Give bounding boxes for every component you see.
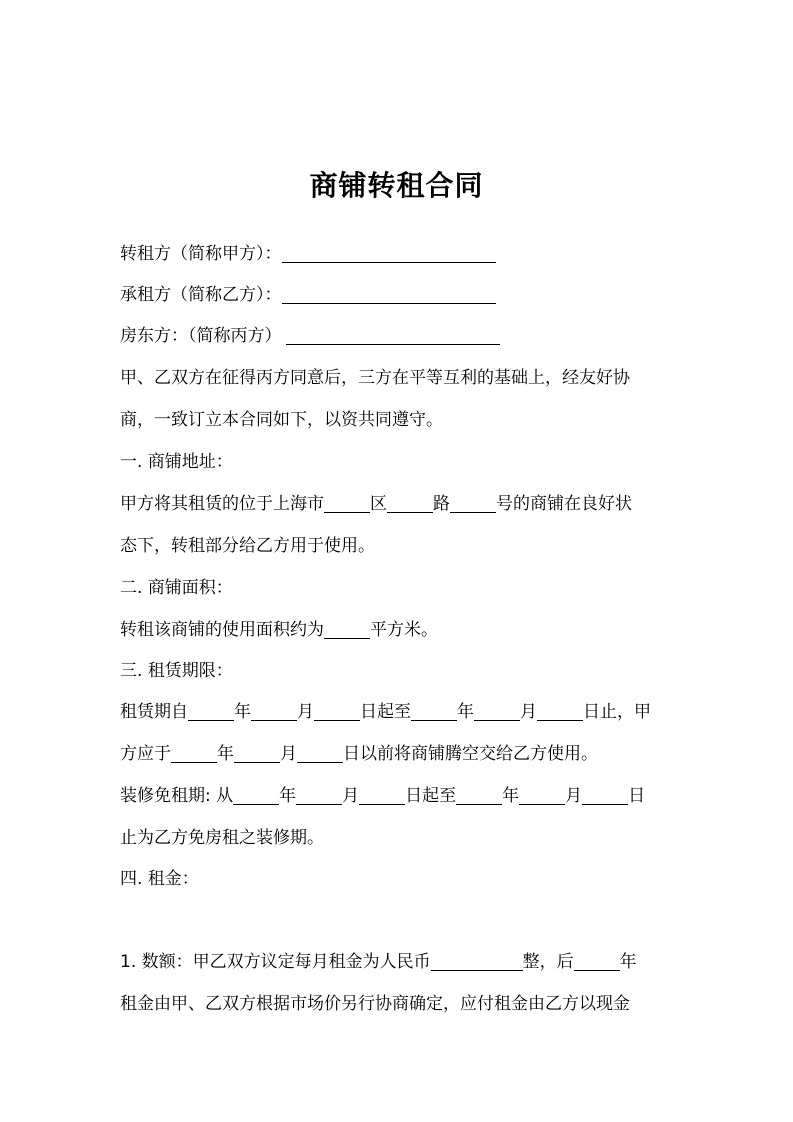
- handover-year-blank[interactable]: [171, 742, 217, 763]
- day-label: 日: [628, 786, 646, 806]
- renovation-line: [120, 780, 645, 812]
- section-3-title: 三. 租赁期限：: [120, 661, 233, 681]
- month-label: 月: [520, 702, 537, 722]
- road-label: 路: [433, 494, 450, 514]
- rent-amount-line: [120, 946, 637, 978]
- year-label: 年: [234, 702, 251, 722]
- reno-start-year-blank[interactable]: [233, 784, 279, 805]
- reno-end-year-blank[interactable]: [456, 784, 502, 805]
- landlord-label: 房东方：（简称丙方）: [120, 326, 282, 346]
- lessee-line: [120, 279, 496, 311]
- reno-end-month-blank[interactable]: [519, 784, 565, 805]
- section-4-title: 四. 租金：: [120, 869, 199, 889]
- handover-month-blank[interactable]: [234, 742, 280, 763]
- handover-label: 方应于: [120, 744, 171, 764]
- reno-start-day-blank[interactable]: [359, 784, 405, 805]
- month-label: 月: [297, 702, 314, 722]
- document-title: 商铺转租合同: [309, 169, 484, 202]
- rent-amount-tail: 整，后: [522, 952, 574, 972]
- address-tail: 号的商铺在良好状: [496, 494, 632, 514]
- district-blank[interactable]: [324, 492, 370, 513]
- end-year-blank[interactable]: [411, 700, 457, 721]
- lease-end-label: 日止，甲: [583, 702, 651, 722]
- rent-terms-line: 租金由甲、乙双方根据市场价另行协商确定，应付租金由乙方以现金: [120, 994, 630, 1014]
- year-label: 年: [217, 744, 234, 764]
- address-line: [120, 488, 632, 520]
- sublessor-label: 转租方（简称甲方）：: [120, 244, 282, 264]
- year-label: 年: [619, 952, 637, 972]
- area-blank[interactable]: [324, 618, 370, 639]
- rent-amount-blank[interactable]: [431, 950, 523, 971]
- month-label: 月: [280, 744, 297, 764]
- reno-end-day-blank[interactable]: [582, 784, 628, 805]
- handover-text: 日以前将商铺腾空交给乙方使用。: [343, 744, 598, 764]
- lease-from-label: 租赁期自: [120, 702, 188, 722]
- year-label: 年: [279, 786, 297, 806]
- month-label: 月: [565, 786, 583, 806]
- renovation-label: 装修免租期: 从: [120, 786, 234, 806]
- renovation-line-2: 止为乙方免房租之装修期。: [120, 828, 324, 848]
- year-label: 年: [457, 702, 474, 722]
- end-day-blank[interactable]: [537, 700, 583, 721]
- month-label: 月: [342, 786, 360, 806]
- from-to-label: 日起至: [360, 702, 411, 722]
- intro-line-1: 甲、乙双方在征得丙方同意后，三方在平等互利的基础上，经友好协: [120, 368, 630, 388]
- area-line: [120, 614, 438, 646]
- handover-line: [120, 738, 598, 770]
- address-line-2: 态下，转租部分给乙方用于使用。: [120, 536, 375, 556]
- lessee-blank[interactable]: [282, 283, 496, 304]
- sublessor-blank[interactable]: [282, 242, 496, 263]
- landlord-line: [120, 320, 500, 352]
- start-month-blank[interactable]: [251, 700, 297, 721]
- section-1-title: 一. 商铺地址：: [120, 452, 233, 472]
- start-day-blank[interactable]: [314, 700, 360, 721]
- district-label: 区: [370, 494, 387, 514]
- lease-term-line: [120, 696, 651, 728]
- end-month-blank[interactable]: [474, 700, 520, 721]
- area-text: 转租该商铺的使用面积约为: [120, 620, 324, 640]
- start-year-blank[interactable]: [188, 700, 234, 721]
- landlord-blank[interactable]: [286, 324, 500, 345]
- section-2-title: 二. 商铺面积：: [120, 578, 233, 598]
- intro-line-2: 商，一致订立本合同如下，以资共同遵守。: [120, 410, 443, 430]
- handover-day-blank[interactable]: [297, 742, 343, 763]
- from-to-label: 日起至: [405, 786, 457, 806]
- address-text: 甲方将其租赁的位于上海市: [120, 494, 324, 514]
- number-blank[interactable]: [450, 492, 496, 513]
- lessee-label: 承租方（简称乙方）：: [120, 285, 282, 305]
- area-unit: 平方米。: [370, 620, 438, 640]
- year-label: 年: [502, 786, 520, 806]
- rent-year-blank[interactable]: [574, 950, 620, 971]
- rent-amount-label: 1. 数额：甲乙双方议定每月租金为人民币: [120, 952, 431, 972]
- reno-start-month-blank[interactable]: [296, 784, 342, 805]
- sublessor-line: [120, 238, 496, 270]
- road-blank[interactable]: [387, 492, 433, 513]
